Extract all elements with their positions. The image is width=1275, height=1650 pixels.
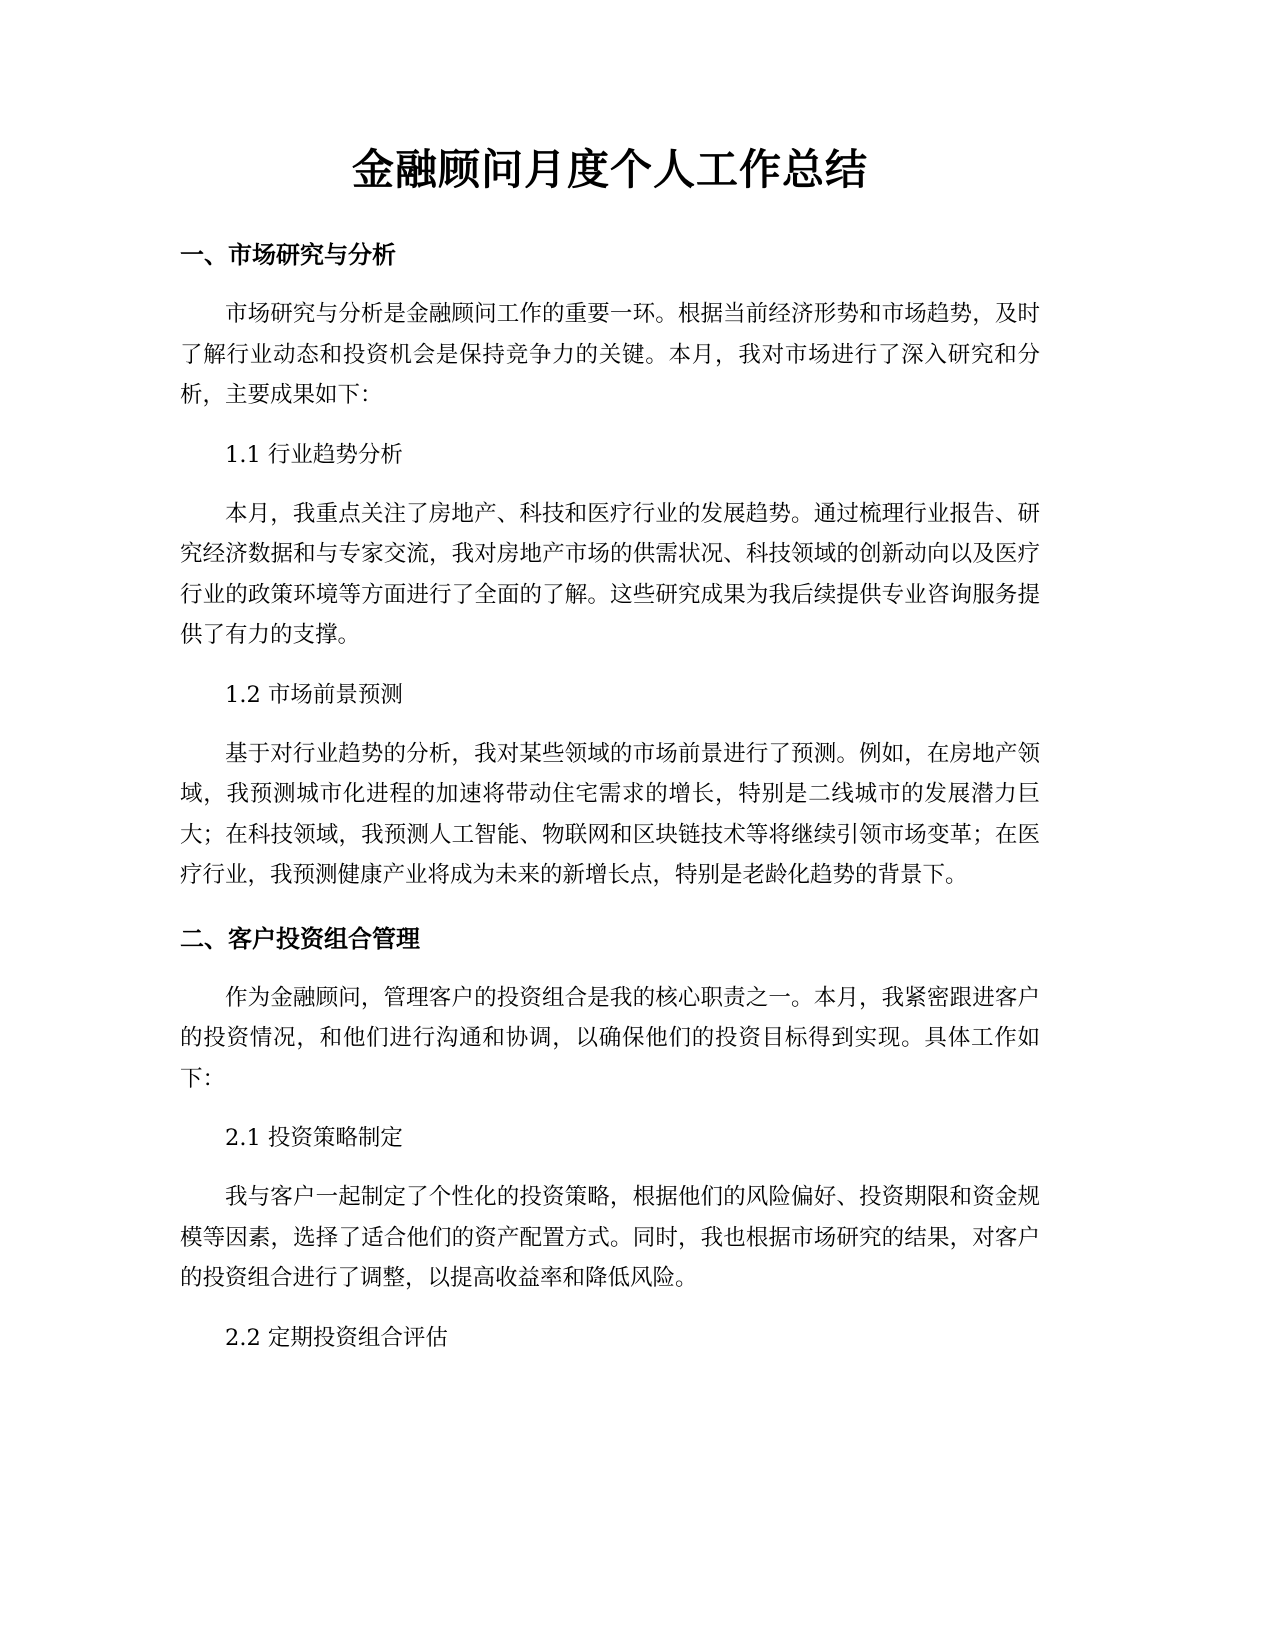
- section2-2-heading: 2.2 定期投资组合评估: [225, 1324, 448, 1351]
- section1-2-paragraph: 基于对行业趋势的分析，我对某些领域的市场前景进行了预测。例如，在房地产领域，我预测城市化进程的加速将带动住宅需求的增长，特别是二线城市的发展潜力巨大；在科技领域，我预测人工智能、物联网和区块链技术等将继续引领市场变革；在医疗行业，我预测健康产业将成为未来的新增长点，特别是老龄化趋势的背景下。: [180, 740, 1040, 888]
- section1-1-paragraph: 本月，我重点关注了房地产、科技和医疗行业的发展趋势。通过梳理行业报告、研究经济数据和与专家交流，我对房地产市场的供需状况、科技领域的创新动向以及医疗行业的政策环境等方面进行了全面的了解。这些研究成果为我后续提供专业咨询服务提供了有力的支撑。: [180, 500, 1040, 648]
- section2-1-heading: 2.1 投资策略制定: [225, 1125, 403, 1151]
- section1-heading: 一、市场研究与分析: [180, 241, 396, 269]
- document-page: [180, 140, 1040, 1355]
- section1-2-heading: 1.2 市场前景预测: [225, 681, 403, 708]
- section2-heading: 二、客户投资组合管理: [180, 924, 420, 953]
- section1-intro-paragraph: 市场研究与分析是金融顾问工作的重要一环。根据当前经济形势和市场趋势，及时了解行业动态和投资机会是保持竞争力的关键。本月，我对市场进行了深入研究和分析，主要成果如下：: [180, 301, 1040, 408]
- document-title: 金融顾问月度个人工作总结: [351, 145, 868, 194]
- section2-intro-paragraph: 作为金融顾问，管理客户的投资组合是我的核心职责之一。本月，我紧密跟进客户的投资情况，和他们进行沟通和协调，以确保他们的投资目标得到实现。具体工作如下：: [180, 984, 1040, 1092]
- section1-1-heading: 1.1 行业趋势分析: [225, 441, 403, 468]
- section2-1-paragraph: 我与客户一起制定了个性化的投资策略，根据他们的风险偏好、投资期限和资金规模等因素，选择了适合他们的资产配置方式。同时，我也根据市场研究的结果，对客户的投资组合进行了调整，以提高收益率和降低风险。: [180, 1184, 1040, 1291]
